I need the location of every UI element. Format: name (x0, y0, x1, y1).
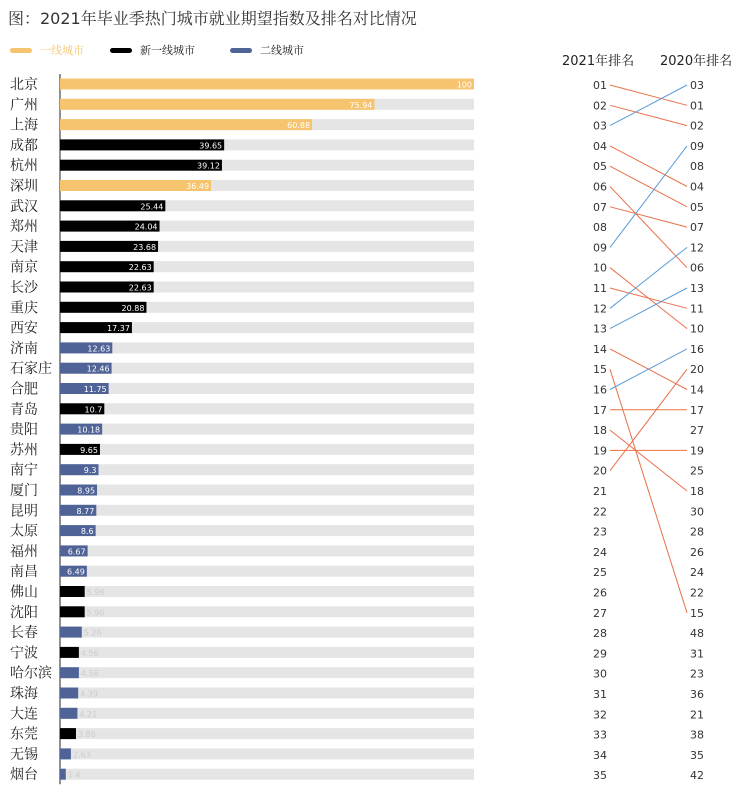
rank-2021-label: 13 (593, 322, 607, 336)
bar-track (60, 444, 474, 455)
rank-2021-label: 30 (593, 667, 607, 681)
category-label: 合肥 (10, 381, 38, 398)
rank-link (610, 85, 687, 105)
legend-label-new-tier1: 新一线城市 (140, 44, 195, 57)
bar-track (60, 708, 474, 719)
category-label: 上海 (10, 117, 38, 134)
rank-link (610, 247, 687, 308)
bar (60, 728, 76, 739)
rank-2021-label: 16 (593, 383, 607, 397)
rank-2021-label: 20 (593, 464, 607, 478)
bar (60, 688, 78, 699)
data-label: 12.63 (87, 344, 111, 354)
rank-2021-label: 05 (593, 160, 607, 174)
bar-track (60, 342, 474, 353)
data-label: 24.04 (134, 222, 158, 232)
category-label: 无锡 (10, 746, 38, 763)
category-label: 昆明 (10, 503, 38, 520)
data-label: 11.75 (83, 385, 107, 394)
rank-2021-label: 18 (593, 424, 607, 438)
rank-2020-label: 05 (690, 200, 704, 214)
category-label: 宁波 (10, 645, 38, 662)
rank-2021-label: 25 (593, 566, 607, 580)
category-label: 广州 (10, 97, 38, 114)
rank-2021-label: 14 (593, 342, 607, 356)
rank-2021-label: 21 (593, 485, 607, 498)
category-label: 青岛 (10, 401, 38, 418)
rank-2021-label: 04 (593, 139, 607, 153)
rank-2020-label: 48 (690, 627, 704, 641)
data-label: 2.63 (72, 750, 91, 760)
category-label: 哈尔滨 (10, 665, 52, 682)
rank-link (610, 187, 687, 268)
rank-2021-label: 32 (593, 708, 607, 722)
bar-track (60, 586, 474, 597)
rank-2021-label: 24 (593, 545, 607, 559)
rank-2021-label: 02 (593, 99, 607, 113)
data-label: 8.6 (80, 527, 94, 537)
rank-2021-label: 33 (593, 728, 607, 742)
rank-2021-label: 03 (593, 119, 607, 133)
rank-2020-label: 09 (690, 139, 704, 153)
rank-2020-label: 15 (690, 606, 704, 620)
rank-link (610, 369, 687, 613)
category-label: 南昌 (10, 564, 38, 581)
rank-2020-label: 04 (690, 180, 704, 194)
category-label: 西安 (10, 320, 38, 337)
bar-track (60, 748, 474, 759)
rank-2021-label: 11 (593, 282, 607, 295)
category-label: 长春 (10, 625, 38, 642)
rank-link (610, 146, 687, 187)
category-label: 成都 (10, 137, 38, 154)
rank-2020-label: 07 (690, 221, 704, 235)
rank-2020-label: 21 (690, 708, 704, 722)
category-label: 太原 (10, 523, 38, 540)
bar-track (60, 769, 474, 780)
bar (60, 647, 79, 658)
category-label: 大连 (10, 706, 38, 723)
rank-link (610, 207, 687, 227)
data-label: 9.3 (83, 466, 97, 476)
rank-2020-label: 14 (690, 383, 704, 397)
rank-2020-label: 27 (690, 424, 704, 438)
rank-2020-label: 24 (690, 566, 704, 580)
rank-link (610, 430, 687, 491)
rank-2021-label: 34 (593, 748, 607, 762)
data-label: 75.94 (349, 100, 373, 110)
category-label: 济南 (10, 340, 38, 357)
bar-track (60, 606, 474, 617)
data-label: 60.88 (287, 121, 311, 131)
data-label: 100 (456, 80, 472, 90)
rank-link (610, 85, 687, 126)
rank-2021-label: 23 (593, 525, 607, 539)
rank-2020-label: 17 (690, 403, 704, 417)
data-label: 4.21 (79, 709, 98, 719)
category-label: 郑州 (10, 219, 38, 236)
rank-2020-label: 08 (690, 160, 704, 174)
rank-2021-label: 10 (593, 261, 607, 275)
data-label: 5.26 (83, 628, 102, 638)
bar-track (60, 728, 474, 739)
data-label: 39.65 (199, 141, 223, 151)
rank-2021-label: 15 (593, 363, 607, 377)
bar (60, 748, 71, 759)
rank-2020-label: 19 (690, 444, 704, 458)
data-label: 25.44 (140, 202, 164, 212)
rank-2020-label: 18 (690, 485, 704, 498)
category-label: 贵阳 (10, 422, 38, 439)
data-label: 22.63 (128, 283, 152, 293)
category-label: 北京 (10, 77, 38, 93)
bar (60, 99, 374, 110)
category-label: 厦门 (10, 483, 38, 499)
data-label: 4.56 (80, 648, 99, 658)
bar-track (60, 383, 474, 394)
rank-2020-label: 16 (690, 342, 704, 356)
rank-2020-label: 30 (690, 505, 704, 519)
data-label: 3.86 (77, 730, 96, 740)
legend-label-tier2: 二线城市 (260, 44, 304, 57)
rank-2021-label: 12 (593, 302, 607, 316)
bar-track (60, 667, 474, 678)
bar (60, 586, 85, 597)
data-label: 39.12 (197, 161, 220, 171)
rank-2021-label: 01 (593, 79, 607, 92)
rank-link (610, 288, 687, 308)
data-label: 4.39 (80, 689, 98, 699)
rank-2021-label: 07 (593, 200, 607, 214)
data-label: 10.7 (84, 405, 103, 415)
bar-track (60, 424, 474, 435)
rank-2020-label: 10 (690, 322, 704, 336)
data-label: 10.18 (77, 425, 101, 435)
rank-2020-label: 31 (690, 647, 704, 661)
rank-2021-label: 22 (593, 505, 607, 519)
data-label: 8.77 (76, 506, 95, 516)
data-label: 4.56 (80, 669, 99, 679)
category-label: 苏州 (10, 442, 38, 459)
rank-2020-label: 38 (690, 728, 704, 742)
bar-track (60, 566, 474, 577)
data-label: 8.95 (77, 486, 96, 496)
chart-title: 图：2021年毕业季热门城市就业期望指数及排名对比情况 (8, 9, 417, 28)
bar-track (60, 647, 474, 658)
category-label: 东莞 (10, 726, 38, 743)
category-label: 珠海 (10, 686, 38, 702)
rank-2020-label: 01 (690, 99, 704, 113)
data-label: 36.49 (186, 182, 210, 191)
bar-track (60, 403, 474, 414)
data-label: 22.63 (128, 263, 152, 273)
rank-2021-label: 06 (593, 180, 607, 194)
rank-2021-label: 35 (593, 769, 607, 783)
rank-2020-label: 28 (690, 525, 704, 539)
category-label: 南宁 (10, 462, 38, 479)
data-label: 6.49 (67, 567, 85, 577)
category-label: 深圳 (10, 178, 38, 195)
rank-2020-label: 22 (690, 586, 704, 600)
category-label: 天津 (10, 239, 38, 256)
bar-track (60, 545, 474, 556)
rank-2021-label: 31 (593, 688, 607, 701)
rank-2021-label: 28 (593, 627, 607, 641)
rank-2020-label: 26 (690, 545, 704, 559)
category-label: 南京 (10, 259, 38, 276)
rank-2021-label: 09 (593, 241, 607, 255)
category-label: 杭州 (10, 158, 38, 175)
data-label: 20.88 (121, 303, 145, 313)
category-label: 沈阳 (10, 604, 38, 621)
rank-2021-label: 27 (593, 606, 607, 620)
bar (60, 627, 82, 638)
rank-2021-label: 19 (593, 444, 607, 458)
bar (60, 667, 79, 678)
data-label: 23.68 (133, 242, 157, 252)
bar-track (60, 525, 474, 536)
category-label: 长沙 (10, 280, 38, 296)
bar (60, 79, 474, 90)
rank-2020-label: 13 (690, 282, 704, 295)
bar (60, 708, 77, 719)
rank-2020-label: 42 (690, 769, 704, 783)
category-label: 重庆 (10, 300, 38, 317)
data-label: 5.96 (86, 608, 105, 618)
data-label: 1.4 (67, 770, 81, 780)
bar (60, 769, 66, 780)
rank-2020-label: 06 (690, 261, 704, 275)
rank-2020-label: 23 (690, 667, 704, 681)
rank-header-2020: 2020年排名 (660, 54, 733, 69)
bar (60, 119, 312, 130)
rank-2021-label: 17 (593, 403, 607, 417)
rank-link (610, 288, 687, 329)
rank-2020-label: 36 (690, 688, 704, 701)
bar-track (60, 464, 474, 475)
rank-2020-label: 12 (690, 241, 704, 255)
bar-track (60, 627, 474, 638)
legend-label-tier1: 一线城市 (40, 44, 84, 57)
rank-2020-label: 25 (690, 464, 704, 478)
rank-link (610, 146, 687, 248)
rank-2021-label: 08 (593, 221, 607, 235)
rank-2021-label: 26 (593, 586, 607, 600)
rank-2020-label: 03 (690, 79, 704, 92)
data-label: 17.37 (107, 324, 130, 334)
category-label: 福州 (10, 543, 38, 560)
bar-track (60, 485, 474, 496)
rank-2020-label: 35 (690, 748, 704, 762)
category-label: 烟台 (10, 767, 38, 784)
bar-track (60, 505, 474, 516)
rank-2020-label: 11 (690, 302, 704, 316)
category-label: 佛山 (10, 584, 38, 601)
data-label: 9.65 (80, 445, 98, 455)
data-label: 12.46 (86, 364, 110, 374)
data-label: 6.67 (67, 547, 86, 557)
category-label: 武汉 (10, 198, 38, 215)
category-label: 石家庄 (10, 361, 52, 378)
bar (60, 606, 85, 617)
rank-link (610, 105, 687, 125)
bar-track (60, 688, 474, 699)
rank-header-2021: 2021年排名 (562, 54, 635, 69)
data-label: 5.96 (86, 588, 105, 597)
rank-link (610, 166, 687, 207)
rank-2020-label: 20 (690, 363, 704, 377)
rank-2020-label: 02 (690, 119, 704, 133)
rank-link (610, 369, 687, 471)
rank-2021-label: 29 (593, 647, 607, 661)
bar-track (60, 363, 474, 374)
